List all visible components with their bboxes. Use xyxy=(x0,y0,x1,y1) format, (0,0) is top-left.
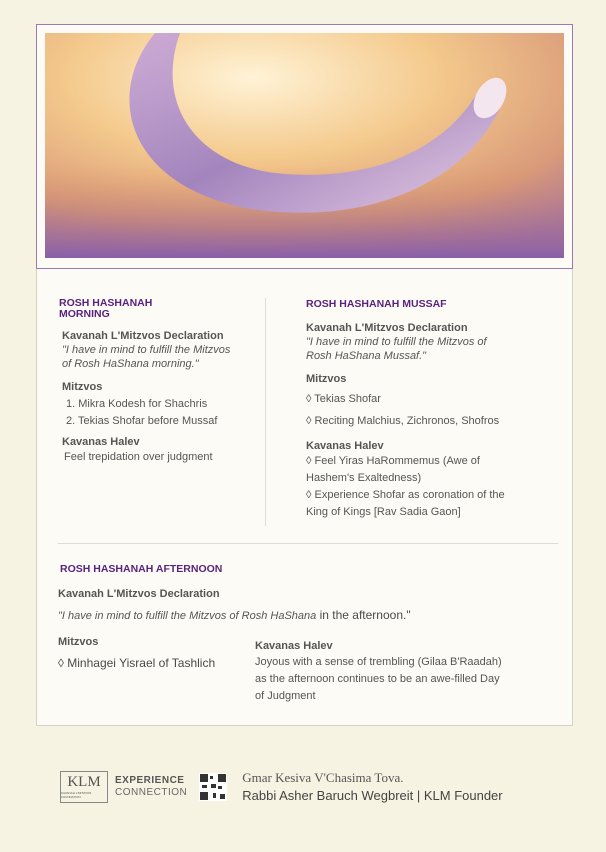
mussaf-title: ROSH HASHANAH MUSSAF xyxy=(306,298,447,310)
halev-item: Hashem's Exaltedness) xyxy=(306,472,422,484)
halev-label: Kavanas Halev xyxy=(62,436,140,448)
halev-text: Feel trepidation over judgment xyxy=(64,451,213,463)
halev-label: Kavanas Halev xyxy=(306,440,384,452)
declaration-text: "I have in mind to fulfill the Mitzvos xyxy=(62,344,231,356)
mitzvos-item: ◊ Minhagei Yisrael of Tashlich xyxy=(58,656,216,670)
mitzvos-label: Mitzvos xyxy=(58,636,99,648)
declaration-text: "I have in mind to fulfill the Mitzvos of xyxy=(306,336,487,348)
afternoon-title: ROSH HASHANAH AFTERNOON xyxy=(60,563,223,575)
footer xyxy=(60,770,503,803)
qr-code-icon[interactable] xyxy=(199,773,227,801)
morning-section xyxy=(59,298,259,466)
halev-item: King of Kings [Rav Sadia Gaon] xyxy=(306,506,461,518)
halev-item: ◊ Feel Yiras HaRommemus (Awe of xyxy=(306,455,480,467)
mitzvos-label: Mitzvos xyxy=(62,381,103,393)
halev-item: as the afternoon continues to be an awe-filled Day xyxy=(255,673,500,685)
mitzvos-label: Mitzvos xyxy=(306,373,347,385)
afternoon-section xyxy=(58,563,558,702)
mitzvos-item: ◊ Tekias Shofar xyxy=(306,393,381,405)
signature: Rabbi Asher Baruch Wegbreit | KLM Founder xyxy=(242,788,503,803)
mitzvos-item: 1. Mikra Kodesh for Shachris xyxy=(66,398,208,410)
morning-title: ROSH HASHANAH MORNING xyxy=(59,297,153,320)
mitzvos-item: ◊ Reciting Malchius, Zichronos, Shofros xyxy=(306,415,500,427)
mussaf-section xyxy=(306,299,556,521)
klm-logo: KLM KAVANAH L'MITZVOS FOUNDATION xyxy=(60,771,108,803)
halev-label: Kavanas Halev xyxy=(255,640,333,652)
halev-item: Joyous with a sense of trembling (Gilaa B'Raadah) xyxy=(255,656,502,668)
brand-text: EXPERIENCE CONNECTION xyxy=(115,774,188,798)
signature-block xyxy=(242,770,502,803)
declaration-text: "I have in mind to fulfill the Mitzvos of Rosh HaShana in the afternoon." xyxy=(58,608,411,622)
declaration-text: Rosh HaShana Mussaf." xyxy=(306,350,427,362)
hero-image-frame xyxy=(36,24,573,269)
column-divider xyxy=(265,298,266,526)
halev-item: of Judgment xyxy=(255,690,316,702)
greeting: Gmar Kesiva V'Chasima Tova. xyxy=(242,770,404,785)
declaration-label: Kavanah L'Mitzvos Declaration xyxy=(306,322,468,334)
section-divider xyxy=(58,543,558,544)
declaration-label: Kavanah L'Mitzvos Declaration xyxy=(62,330,224,342)
declaration-text: of Rosh HaShana morning." xyxy=(62,358,199,370)
shofar-image xyxy=(45,33,564,258)
mitzvos-item: 2. Tekias Shofar before Mussaf xyxy=(66,415,218,427)
halev-item: ◊ Experience Shofar as coronation of the xyxy=(306,489,505,501)
declaration-label: Kavanah L'Mitzvos Declaration xyxy=(58,588,220,600)
